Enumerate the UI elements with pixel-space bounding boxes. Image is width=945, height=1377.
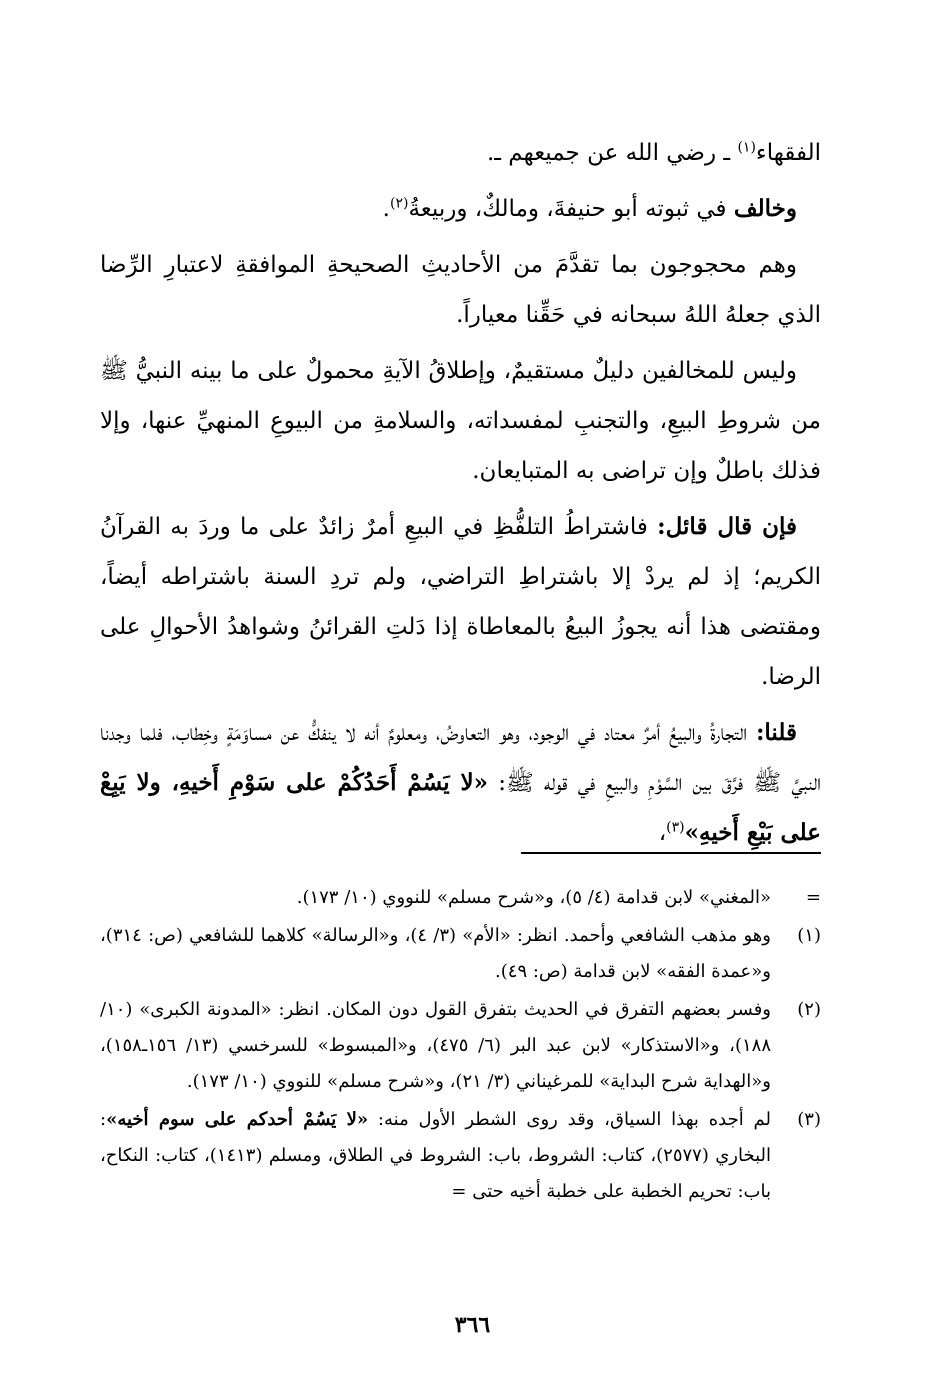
footnote-marker: (٢) xyxy=(797,999,821,1020)
footnote-text: وهو مذهب الشافعي وأحمد. انظر: «الأم» (٣/ ٤)، و«الرسالة» كلاهما للشافعي (ص: ٣١٤)، و«عمدة الفقه» لابن قدامة (ص: ٤٩). xyxy=(100,925,771,982)
paragraph-5 xyxy=(100,502,821,702)
footnote-1 xyxy=(100,918,821,990)
footnote-continued xyxy=(100,880,821,916)
p2-text: في ثبوته أبو حنيفةَ، ومالكٌ، وربيعةُ xyxy=(408,196,734,222)
p1-text: الفقهاء xyxy=(755,140,821,166)
paragraph-1 xyxy=(100,128,821,178)
footnote-separator xyxy=(521,852,821,854)
paragraph-3: وهم محجوجون بما تقدَّمَ من الأحاديثِ الصحيحةِ الموافقةِ لاعتبارِ الرِّضا الذي جعلهُ اللهُ سبحانه في حَقِّنا معياراً. xyxy=(100,252,821,328)
paragraph-6 xyxy=(100,708,821,858)
footnote-3 xyxy=(100,1102,821,1210)
footnote-marker: (٣) xyxy=(797,1109,821,1130)
p5-lead: فإن قال قائل: xyxy=(657,513,797,540)
main-text xyxy=(100,128,821,864)
hadith-quote: «لا يَسُمْ أَحَدُكُمْ على سَوْمِ أَخيهِ، ولا يَبِعْ على بَيْعِ أَخيهِ» xyxy=(100,769,821,846)
paragraph-4: وليس للمخالفين دليلٌ مستقيمٌ، وإطلاقُ الآيةِ محمولٌ على ما بينه النبيُّ ﷺ من شروطِ البيعِ، والتجنبِ لمفسداته، والسلامةِ من البيوعِ المنهيِّ عنها، وإلا فذلك باطلٌ وإن تراضى به المتبايعان. xyxy=(100,358,821,484)
footnote-text-b: : البخاري (٢٥٧٧)، كتاب: الشروط، باب: الشروط في الطلاق، ومسلم (١٤١٣)، كتاب: النكاح، باب: تحريم الخطبة على خطبة أخيه حتى = xyxy=(100,1109,771,1202)
p2-lead: وخالف xyxy=(733,195,797,222)
footnote-text xyxy=(100,1102,771,1210)
footnote-ref-2[interactable]: (٢) xyxy=(389,195,409,212)
footnote-ref-1[interactable]: (١) xyxy=(737,139,756,156)
footnote-quote: «لا يَسُمْ أحدكم على سوم أخيه» xyxy=(106,1109,369,1130)
p1-rest: ـ رضي الله عن جميعهم ـ. xyxy=(486,140,738,166)
p6-end: ، xyxy=(658,820,667,846)
paragraph-2 xyxy=(100,184,821,234)
footnote-text: «المغني» لابن قدامة (٤/ ٥)، و«شرح مسلم» للنووي (١٠/ ١٧٣). xyxy=(296,887,771,908)
footnote-text-a: لم أجده بهذا السياق، وقد روى الشطر الأول منه: xyxy=(368,1109,771,1130)
p6-lead: قلنا: xyxy=(755,719,797,746)
p6-text: التجارةُ والبيعُ أمرٌ معتاد في الوجود، وهو التعاوضُ، ومعلومٌ أنه لا ينفكُّ عن مساوَمَةٍ وخِطاب، فلما وجدنا النبيَّ ﷺ فرَّقَ بين السَّوْمِ والبيعِ في قوله ﷺ: xyxy=(100,720,821,796)
page-number: ٣٦٦ xyxy=(454,1312,491,1338)
p5-text: فاشتراطُ التلفُّظِ في البيعِ أمرٌ زائدٌ على ما وردَ به القرآنُ الكريم؛ إذ لم يردْ إلا باشتراطِ التراضي، ولم تردِ السنة باشتراطه أيضاً، ومقتضى هذا أنه يجوزُ البيعُ بالمعاطاة إذا دَلتِ القرائنُ وشواهدُ الأحوالِ على الرضا. xyxy=(100,514,821,690)
footnotes xyxy=(100,880,821,1212)
footnote-text: وفسر بعضهم التفرق في الحديث بتفرق القول دون المكان. انظر: «المدونة الكبرى» (١٠/ ١٨٨)، و«الاستذكار» لابن عبد البر (٦/ ٤٧٥)، و«المبسوط» للسرخسي (١٣/ ١٥٦ـ١٥٨)، و«الهداية شرح البداية» للمرغيناني (٣/ ٢١)، و«شرح مسلم» للنووي (١٠/ ١٧٣). xyxy=(100,999,772,1092)
footnote-ref-3[interactable]: (٣) xyxy=(666,819,685,836)
footnote-2 xyxy=(100,992,821,1100)
footnote-marker: (١) xyxy=(797,925,821,946)
p2-end: . xyxy=(382,196,390,222)
footnote-marker: = xyxy=(805,887,821,908)
